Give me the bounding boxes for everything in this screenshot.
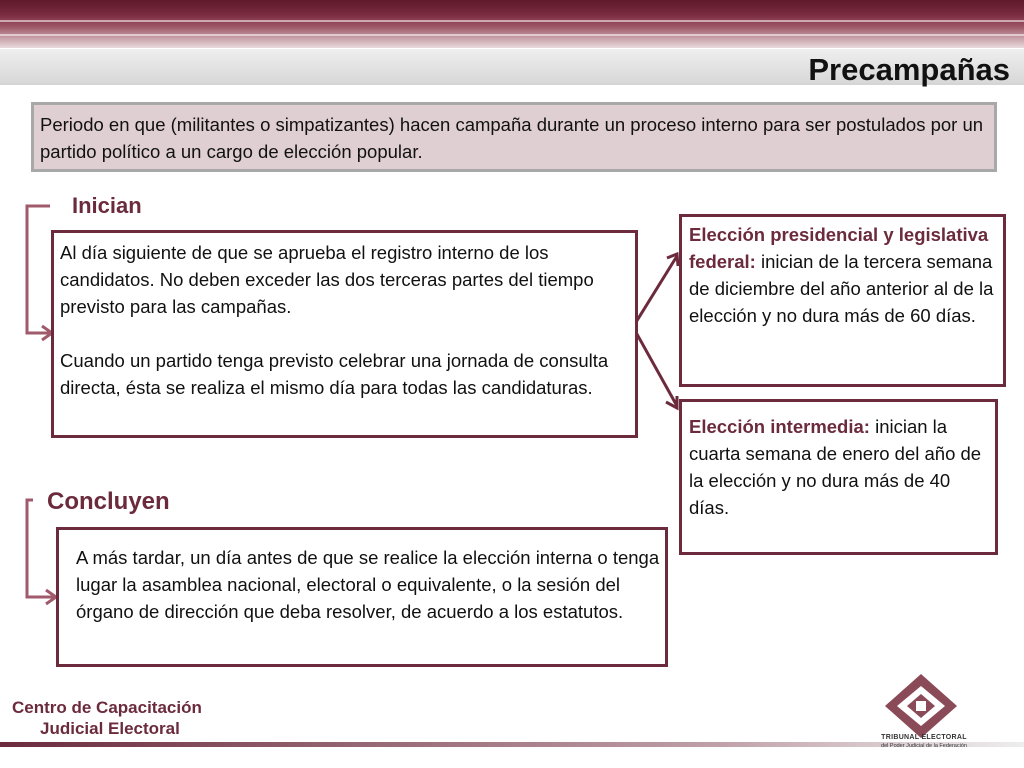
footer-brand	[12, 697, 202, 739]
presidencial-heading: Elección presidencial y legislativa federal:	[689, 224, 989, 272]
arrow-to-intermedia	[633, 327, 677, 406]
inician-bracket	[27, 206, 50, 333]
logo-subtitle: del Poder Judicial de la Federación	[881, 743, 967, 749]
concluyen-text: A más tardar, un día antes de que se realice la elección interna o tenga lugar la asamblea nacional, electoral o equivalente, o la sesión del órgano de dirección que deba resolver, de acuerdo a los estatutos.	[76, 547, 660, 622]
inician-paragraph-1: Al día siguiente de que se aprueba el registro interno de los candidatos. No deben exceder las dos terceras partes del tiempo previsto para las campañas.	[60, 242, 594, 317]
footer-line-2: Judicial Electoral	[40, 719, 180, 738]
intermedia-text: inician la cuarta semana de enero del año de la elección y no dura más de 40 días.	[689, 416, 982, 518]
concluyen-box	[56, 527, 668, 667]
logo-title: TRIBUNAL ELECTORAL	[881, 734, 967, 741]
footer-line-1: Centro de Capacitación	[12, 698, 202, 717]
inician-box	[51, 230, 638, 438]
intermedia-box	[679, 399, 998, 555]
concluyen-label: Concluyen	[47, 488, 170, 515]
intermedia-heading: Elección intermedia:	[689, 416, 870, 437]
tribunal-logo-icon	[862, 672, 980, 754]
arrow-to-presidencial	[633, 256, 677, 327]
inician-label: Inician	[72, 193, 142, 218]
inician-paragraph-2: Cuando un partido tenga previsto celebrar una jornada de consulta directa, ésta se realiza el mismo día para todas las candidaturas.	[60, 350, 609, 398]
presidencial-box	[679, 214, 1006, 387]
definition-text: Periodo en que (militantes o simpatizantes) hacen campaña durante un proceso interno para ser postulados por un partido político a un cargo de elección popular.	[40, 114, 984, 162]
page-title: Precampañas	[808, 52, 1010, 87]
presidencial-text: inician de la tercera semana de diciembre del año anterior al de la elección y no dura más de 60 días.	[689, 251, 994, 326]
